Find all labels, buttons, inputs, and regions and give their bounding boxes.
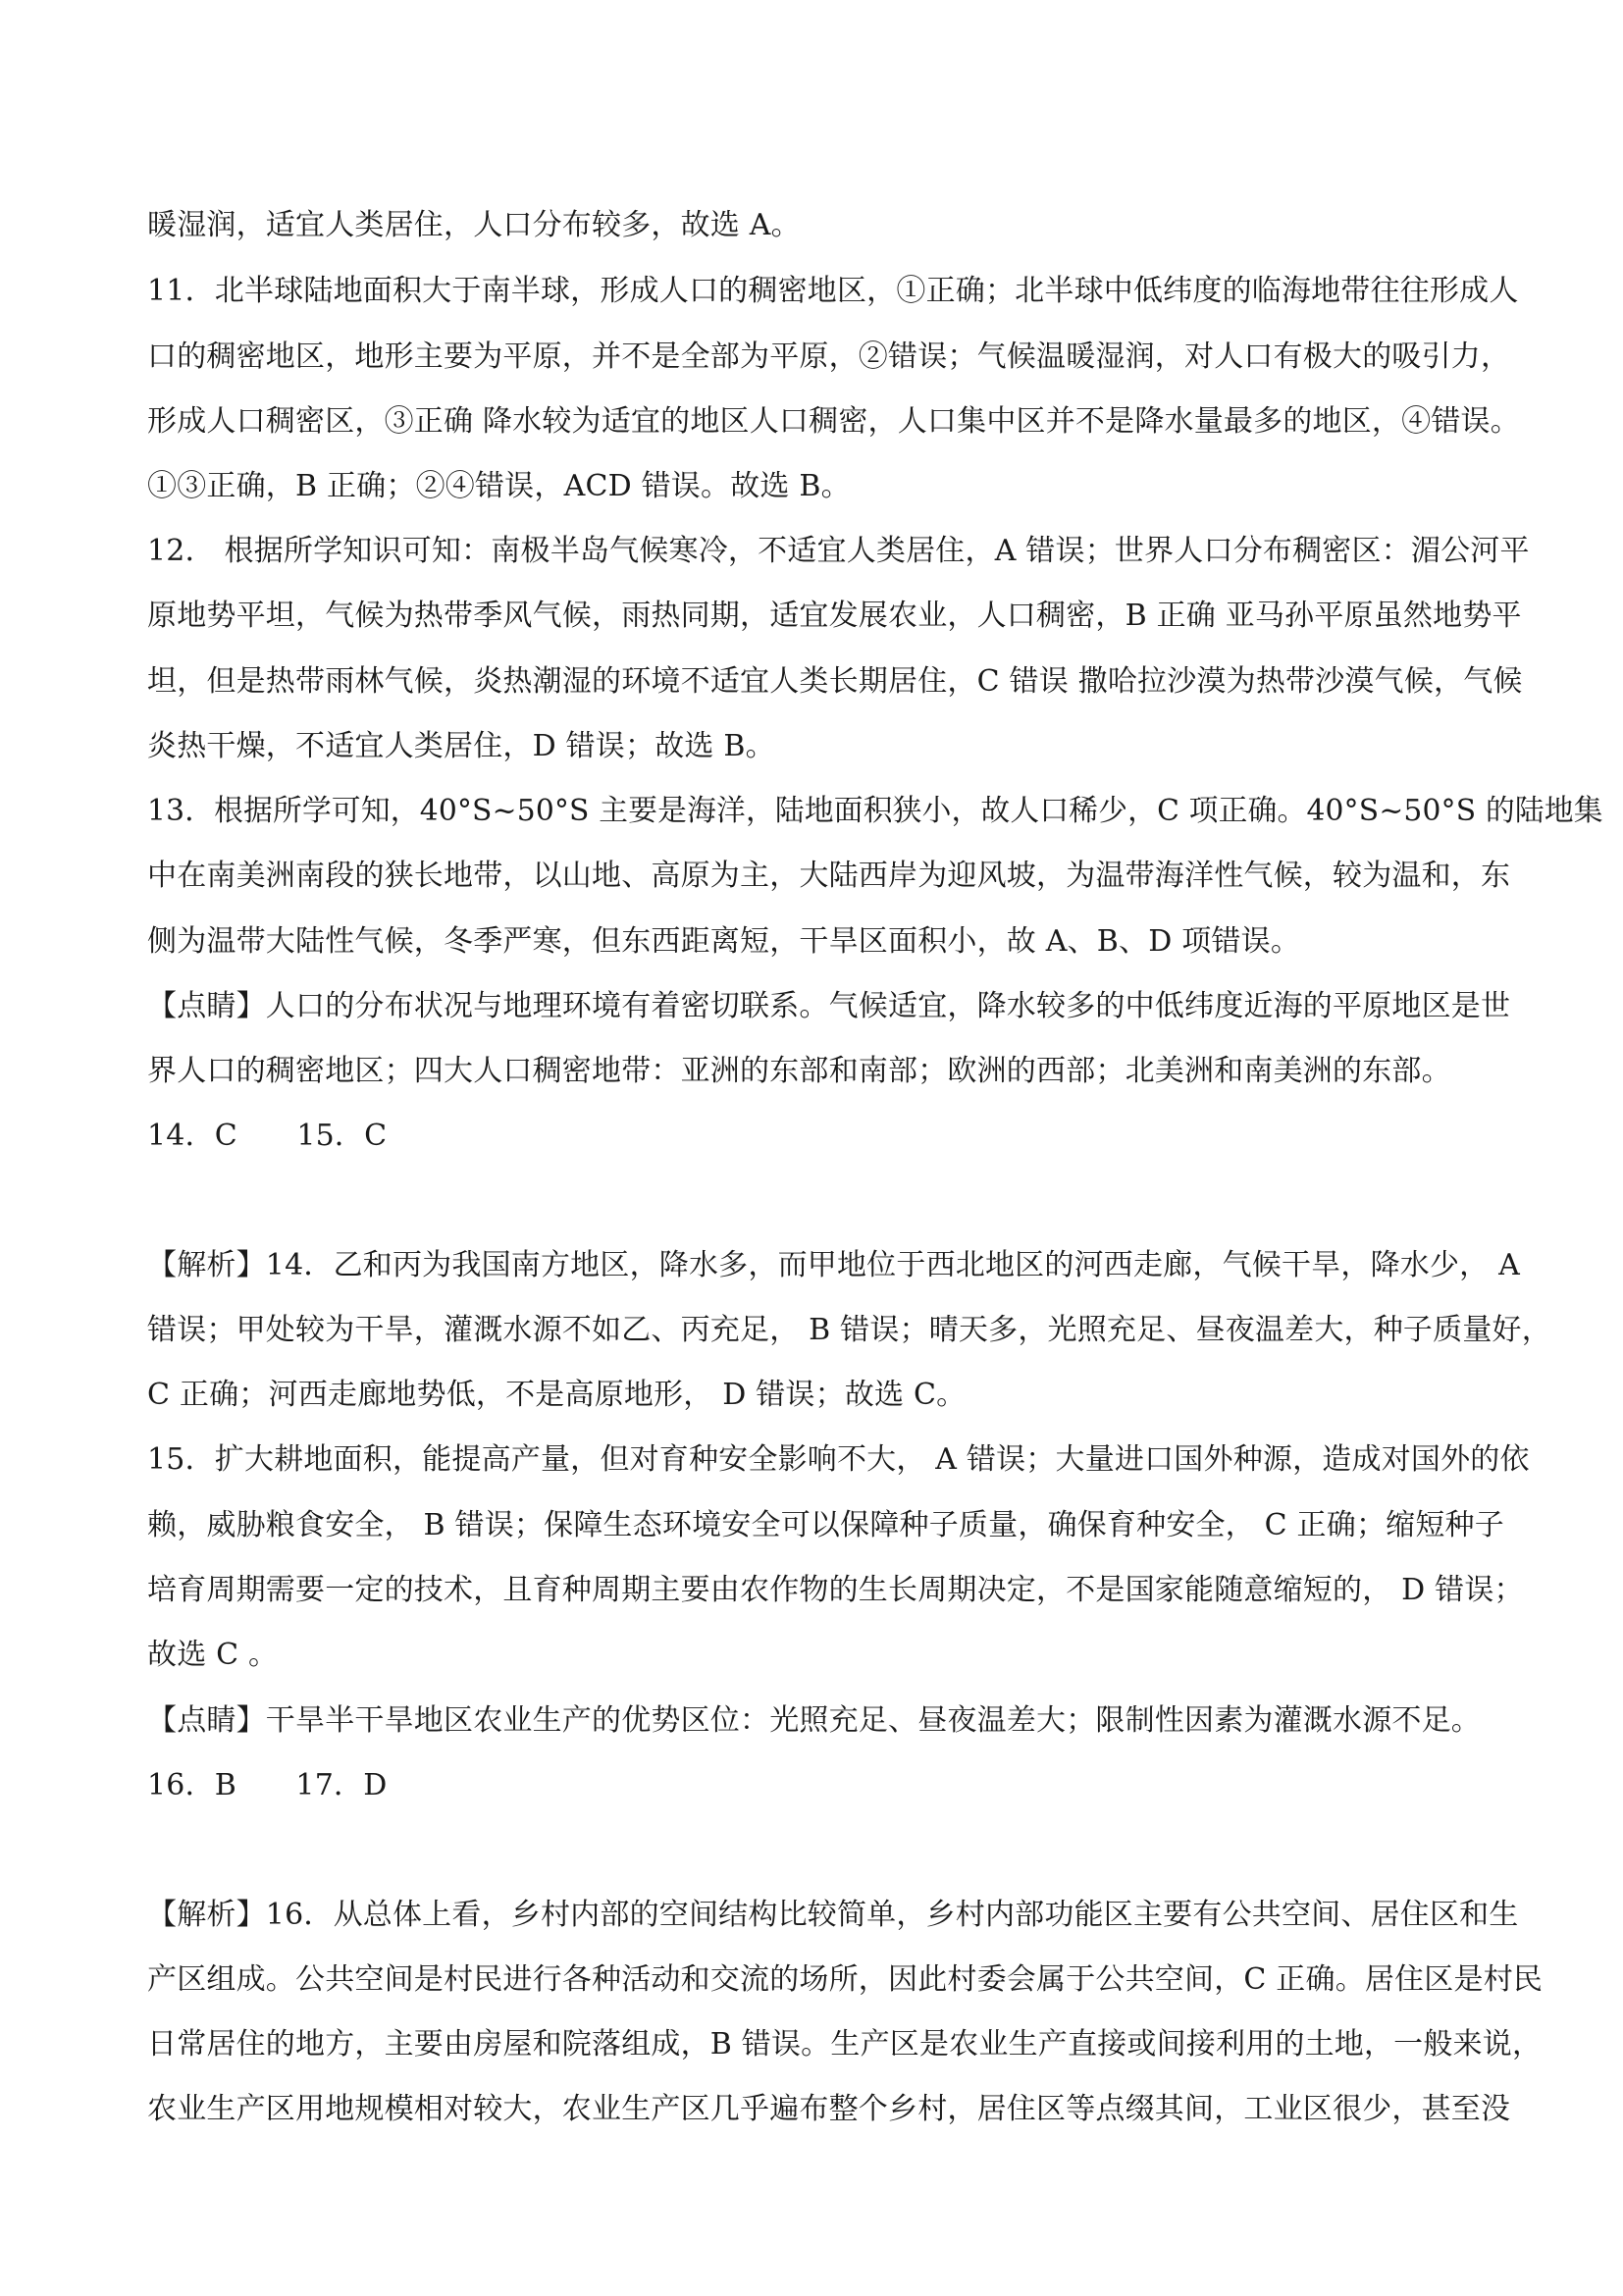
text-line: 故选 C 。 bbox=[147, 1638, 279, 1672]
text-line: 12． 根据所学知识可知：南极半岛气候寒冷，不适宜人类居住，A 错误；世界人口分布稠密区：湄公河平 bbox=[147, 534, 1530, 568]
text-line: 【点睛】干旱半干旱地区农业生产的优势区位：光照充足、昼夜温差大；限制性因素为灌溉水源不足。 bbox=[147, 1703, 1481, 1738]
text-line: 原地势平坦，气候为热带季风气候，雨热同期，适宜发展农业，人口稠密，B 正确 亚马孙平原虽然地势平 bbox=[147, 599, 1522, 633]
text-line: 口的稠密地区，地形主要为平原，并不是全部为平原，②错误；气候温暖湿润，对人口有极大的吸引力， bbox=[147, 339, 1511, 374]
answer-line: 16．B 17．D bbox=[147, 1768, 388, 1802]
text-line: 炎热干燥，不适宜人类居住，D 错误；故选 B。 bbox=[147, 729, 775, 763]
answer-line: 14．C 15．C bbox=[147, 1119, 388, 1153]
text-line: 15．扩大耕地面积，能提高产量，但对育种安全影响不大， A 错误；大量进口国外种源，造成对国外的依 bbox=[147, 1442, 1530, 1477]
text-line: 培育周期需要一定的技术，且育种周期主要由农作物的生长周期决定，不是国家能随意缩短的， D 错误； bbox=[147, 1573, 1524, 1607]
text-line: 【解析】14．乙和丙为我国南方地区，降水多，而甲地位于西北地区的河西走廊，气候干旱，降水少， A bbox=[147, 1248, 1520, 1282]
text-line: 日常居住的地方，主要由房屋和院落组成，B 错误。生产区是农业生产直接或间接利用的土地，一般来说， bbox=[147, 2027, 1543, 2061]
text-line: 中在南美洲南段的狭长地带，以山地、高原为主，大陆西岸为迎风坡，为温带海洋性气候，较为温和，东 bbox=[147, 859, 1511, 893]
text-line: 赖，威胁粮食安全， B 错误；保障生态环境安全可以保障种子质量，确保育种安全， C 正确；缩短种子 bbox=[147, 1508, 1504, 1542]
text-line: 形成人口稠密区，③正确 降水较为适宜的地区人口稠密，人口集中区并不是降水量最多的地区，④错误。 bbox=[147, 404, 1520, 439]
text-line: ①③正确，B 正确；②④错误，ACD 错误。故选 B。 bbox=[147, 469, 851, 503]
text-line: 暖湿润，适宜人类居住，人口分布较多，故选 A。 bbox=[147, 208, 801, 242]
text-line: 界人口的稠密地区；四大人口稠密地带：亚洲的东部和南部；欧洲的西部；北美洲和南美洲的东部。 bbox=[147, 1054, 1451, 1088]
text-line: 错误；甲处较为干旱，灌溉水源不如乙、丙充足， B 错误；晴天多，光照充足、昼夜温差大，种子质量好， bbox=[147, 1313, 1551, 1347]
text-line: 【点睛】人口的分布状况与地理环境有着密切联系。气候适宜，降水较多的中低纬度近海的平原地区是世 bbox=[147, 989, 1511, 1023]
text-line: 产区组成。公共空间是村民进行各种活动和交流的场所，因此村委会属于公共空间，C 正确。居住区是村民 bbox=[147, 1962, 1544, 1997]
text-line: 【解析】16．从总体上看，乡村内部的空间结构比较简单，乡村内部功能区主要有公共空间、居住区和生 bbox=[147, 1898, 1519, 1932]
text-line: 坦，但是热带雨林气候，炎热潮湿的环境不适宜人类长期居住，C 错误 撒哈拉沙漠为热带沙漠气候，气候 bbox=[147, 664, 1523, 699]
text-line: 侧为温带大陆性气候，冬季严寒，但东西距离短，干旱区面积小，故 A、B、D 项错误。 bbox=[147, 924, 1301, 959]
text-line: C 正确；河西走廊地势低，不是高原地形， D 错误；故选 C。 bbox=[147, 1378, 967, 1412]
text-line: 13．根据所学可知，40°S~50°S 主要是海洋，陆地面积狭小，故人口稀少，C 项正确。40°S~50°S 的陆地集 bbox=[147, 794, 1603, 828]
text-line: 11．北半球陆地面积大于南半球，形成人口的稠密地区，①正确；北半球中低纬度的临海地带往往形成人 bbox=[147, 274, 1519, 308]
text-line: 农业生产区用地规模相对较大，农业生产区几乎遍布整个乡村，居住区等点缀其间，工业区很少，甚至没 bbox=[147, 2092, 1511, 2126]
